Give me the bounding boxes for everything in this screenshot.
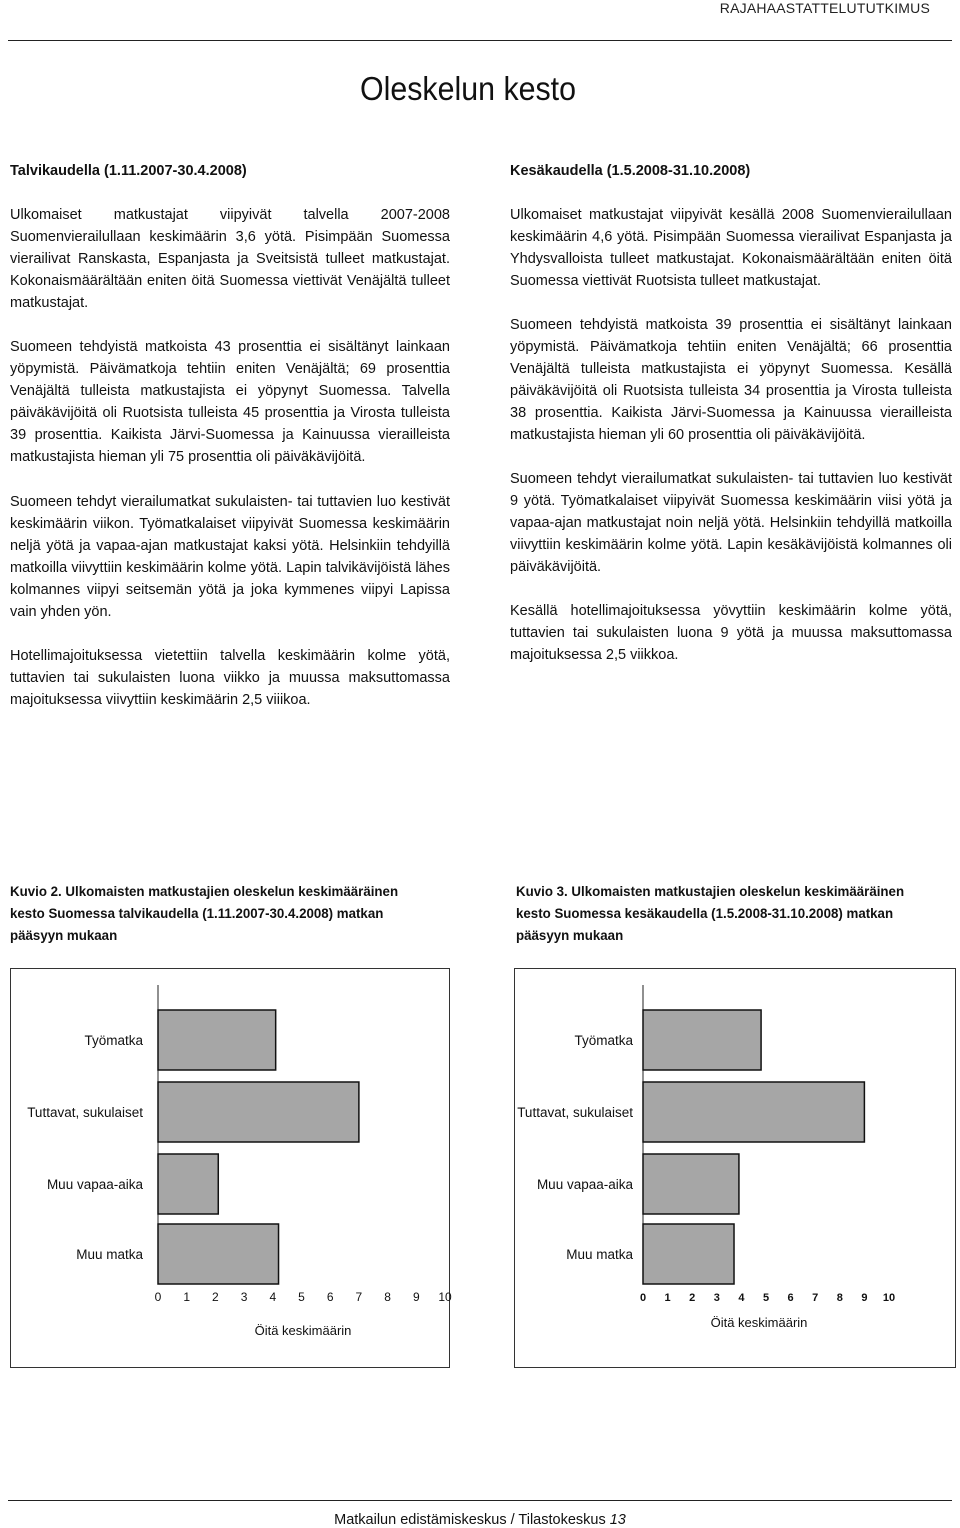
winter-stay-chart — [11, 969, 452, 1367]
category-label: Tuttavat, sukulaiset — [517, 1105, 633, 1120]
bar-tuttavat-sukulaiset — [643, 1082, 864, 1142]
bar-työmatka — [643, 1010, 761, 1070]
x-tick-label: 1 — [664, 1292, 671, 1304]
x-tick-label: 3 — [240, 1290, 248, 1304]
summer-chart-frame — [514, 968, 956, 1368]
figure-3-caption: Kuvio 3. Ulkomaisten matkustajien oleskelun keskimääräinen kesto Suomessa kesäkaudella (1.5.2008-31.10.2008) matkan pääsyyn mukaan — [516, 883, 905, 943]
summer-column — [510, 160, 952, 688]
report-series-label: RAJAHAASTATTELUTUTKIMUS — [719, 0, 930, 16]
x-tick-label: 9 — [861, 1292, 868, 1304]
x-tick-label: 6 — [326, 1290, 334, 1304]
bar-työmatka — [158, 1010, 276, 1070]
x-tick-label: 4 — [738, 1292, 745, 1304]
x-tick-label: 9 — [412, 1290, 420, 1304]
x-tick-label: 8 — [384, 1290, 391, 1304]
page-footer — [0, 1512, 960, 1528]
bar-muu-vapaa-aika — [643, 1154, 739, 1214]
page-title: Oleskelun kesto — [360, 70, 577, 107]
x-tick-label: 5 — [762, 1292, 770, 1304]
x-tick-label: 10 — [438, 1290, 452, 1304]
bar-muu-matka — [643, 1224, 734, 1284]
x-tick-label: 5 — [298, 1290, 305, 1304]
x-tick-label: 10 — [882, 1292, 896, 1304]
category-label: Tuttavat, sukulaiset — [27, 1105, 143, 1120]
x-axis-label: Öitä keskimäärin — [710, 1315, 808, 1330]
winter-column — [10, 160, 450, 733]
summer-paragraph-2: Suomeen tehdyistä matkoista 39 prosenttia ei sisältänyt lainkaan yöpymistä. Päivämatkoja tehtiin eniten Venäjältä; 66 prosenttia Venäjältä tulleista matkustajista ei yöpynyt Suomessa. Kesällä päiväkävijöitä oli Ruotsista tulleista 34 prosenttia ja Virosta tulleista 38 prosenttia. Kaikista Järvi-Suomessa ja Kainuussa vierailleista matkustajista hieman yli 60 prosenttia oli päiväkävijöitä. — [510, 317, 952, 443]
category-label: Työmatka — [574, 1033, 633, 1048]
footer-divider — [8, 1500, 952, 1501]
winter-paragraph-4: Hotellimajoituksessa vietettiin talvella keskimäärin kolme yötä, tuttavien tai sukulaisten luona viikko ja muussa maksuttomassa majoituksessa viivyttiin keskimäärin 2,5 viiikoa. — [10, 648, 450, 708]
x-tick-label: 3 — [713, 1292, 720, 1304]
x-tick-label: 4 — [269, 1290, 277, 1304]
x-tick-label: 7 — [355, 1290, 363, 1304]
category-label: Työmatka — [84, 1033, 143, 1048]
summer-paragraph-3: Suomeen tehdyt vierailumatkat sukulaisten- tai tuttavien luo kestivät 9 yötä. Työmatkalaiset viipyivät Suomessa keskimäärin viisi yötä ja vapaa-ajan matkustajat noin neljä yötä. Helsinkiin tehdyillä matkoilla viivyttiin keskimäärin kolme yötä. Lapin kesäkävijöistä kolmannes oli päiväkävijöitä. — [510, 471, 952, 575]
winter-heading: Talvikaudella (1.11.2007-30.4.2008) — [10, 163, 247, 179]
x-tick-label: 2 — [212, 1290, 219, 1304]
x-tick-label: 0 — [639, 1292, 647, 1304]
bar-muu-matka — [158, 1224, 279, 1284]
winter-paragraph-3: Suomeen tehdyt vierailumatkat sukulaisten- tai tuttavien luo kestivät keskimäärin viikon. Työmatkalaiset viipyivät Suomessa keskimäärin neljä yötä ja vapaa-ajan matkustajat kaksi yötä. Helsinkiin tehdyillä matkoilla viivyttiin keskimäärin kolme yötä. Lapin talvikävijöistä lähes kolmannes viipyi seitsemän yötä ja joka kymmenes viipyi Lapissa vain yhden yön. — [10, 494, 450, 620]
category-label: Muu vapaa-aika — [536, 1177, 633, 1192]
summer-heading: Kesäkaudella (1.5.2008-31.10.2008) — [510, 163, 751, 179]
category-label: Muu matka — [566, 1247, 633, 1262]
x-tick-label: 7 — [812, 1292, 819, 1304]
summer-stay-chart — [515, 969, 955, 1367]
page-number: 13 — [609, 1512, 626, 1528]
x-tick-label: 2 — [689, 1292, 696, 1304]
bar-muu-vapaa-aika — [158, 1154, 218, 1214]
x-tick-label: 8 — [836, 1292, 843, 1304]
category-label: Muu vapaa-aika — [46, 1177, 143, 1192]
winter-paragraph-2: Suomeen tehdyistä matkoista 43 prosenttia ei sisältänyt lainkaan yöpymistä. Päivämatkoja tehtiin eniten Venäjältä; 69 prosenttia Venäjältä tulleista matkustajista ei yöpynyt Suomessa. Talvella päiväkävijöitä oli Ruotsista tulleista 45 prosenttia ja Virosta tulleista 39 prosenttia. Kaikista Järvi-Suomessa ja Kainuussa vierailleista matkustajista hieman yli 75 prosenttia oli päiväkävijöitä. — [10, 339, 450, 465]
x-tick-label: 1 — [183, 1290, 191, 1304]
figure-2-caption: Kuvio 2. Ulkomaisten matkustajien oleskelun keskimääräinen kesto Suomessa talvikaudella (1.11.2007-30.4.2008) matkan pääsyyn mukaan — [10, 883, 399, 943]
x-tick-label: 0 — [154, 1290, 162, 1304]
category-label: Muu matka — [76, 1247, 143, 1262]
header-divider — [8, 40, 952, 41]
summer-paragraph-4: Kesällä hotellimajoituksessa yövyttiin keskimäärin kolme yötä, tuttavien tai sukulaisten luona 9 yötä ja muussa maksuttomassa majoituksessa 2,5 viikkoa. — [510, 603, 952, 663]
x-tick-label: 6 — [787, 1292, 794, 1304]
winter-chart-frame — [10, 968, 450, 1368]
x-axis-label: Öitä keskimäärin — [254, 1323, 352, 1338]
summer-paragraph-1: Ulkomaiset matkustajat viipyivät kesällä 2008 Suomenvierailullaan keskimäärin 4,6 yötä. Pisimpään Suomessa vierailivat Espanjasta ja Yhdysvalloista tulleet matkustajat. Kokonaismäärältään eniten öitä Suomessa viettivät Ruotsista tulleet matkustajat. — [510, 207, 952, 289]
winter-paragraph-1: Ulkomaiset matkustajat viipyivät talvella 2007-2008 Suomenvierailullaan keskimäärin 3,6 yötä. Pisimpään Suomessa vierailivat Ranskasta, Espanjasta ja Sveitsistä tulleet matkustajat. Kokonaismäärältään eniten öitä Suomessa viettivät Venäjältä tulleet matkustajat. — [10, 207, 450, 311]
bar-tuttavat-sukulaiset — [158, 1082, 359, 1142]
footer-publisher: Matkailun edistämiskeskus / Tilastokeskus — [334, 1512, 606, 1528]
